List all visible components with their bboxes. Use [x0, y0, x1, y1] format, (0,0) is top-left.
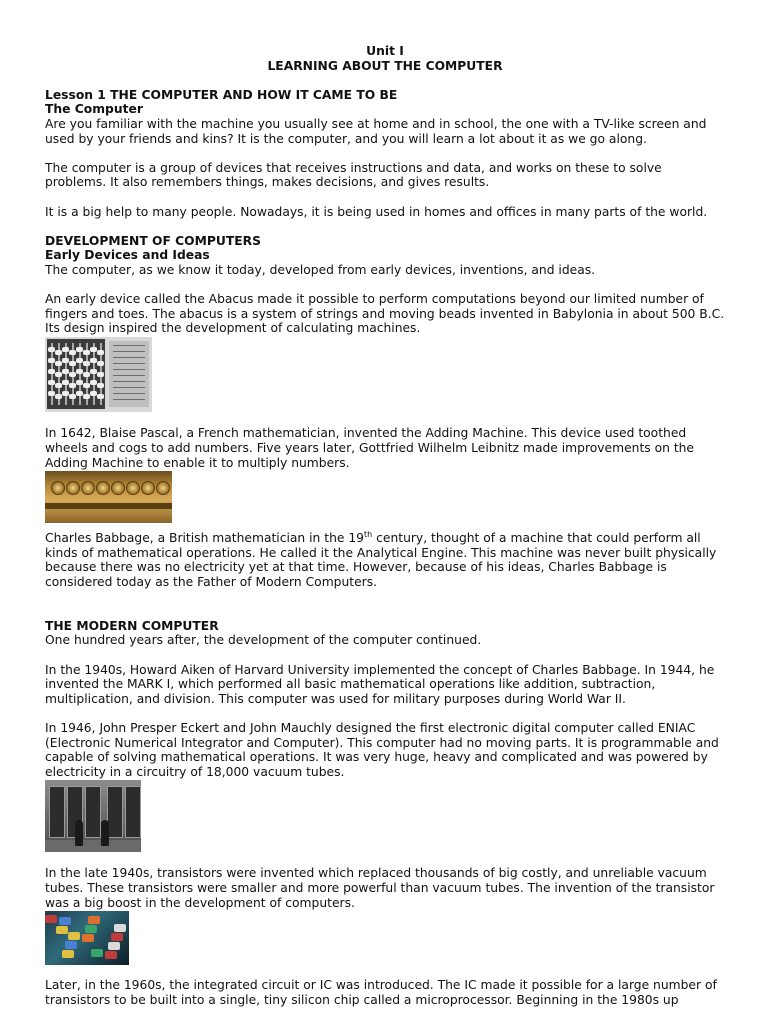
paragraph-abacus: An early device called the Abacus made it possible to perform computations beyond our limited number of fingers and toes. The abacus is a system of strings and moving beads invented in Babylonia in about 500 B.C. Its design inspired the development of calculating machines. [45, 292, 725, 336]
unit-label: Unit I [366, 44, 404, 58]
early-devices-heading: Early Devices and Ideas [45, 248, 210, 263]
paragraph-babbage: Charles Babbage, a British mathematician in the 19th century, thought of a machine that could perform all kinds of mathematical operations. He called it the Analytical Engine. This machine was never built physically because there was no electricity yet at that time. However, because of his ideas, Charles Babbage is considered today as the Father of Modern Computers. [45, 530, 717, 590]
paragraph-help: It is a big help to many people. Nowadays, it is being used in homes and offices in many parts of the world. [45, 204, 708, 219]
paragraph-eniac: In 1946, John Presper Eckert and John Mauchly designed the first electronic digital computer called ENIAC (Electronic Numerical Integrator and Computer). This computer had no moving parts. It is programmable and capable of solving mathematical operations. It was very huge, heavy and complicated and was powered by electricity in a circuitry of 18,000 vacuum tubes. [45, 720, 719, 779]
paragraph-pascal: In 1642, Blaise Pascal, a French mathematician, invented the Adding Machine. This device used toothed wheels and cogs to add numbers. Five years later, Gottfried Wilhelm Leibnitz made improvements on the Adding Machine to enable it to multiply numbers. [45, 426, 695, 470]
adding-machine-image [45, 471, 172, 523]
lesson-title: Lesson 1 THE COMPUTER AND HOW IT CAME TO BE [45, 87, 398, 102]
transistor-image [45, 911, 129, 965]
paragraph-hundred-years: One hundred years after, the development of the computer continued. [45, 633, 482, 648]
modern-heading: THE MODERN COMPUTER [45, 618, 219, 633]
lesson-subtitle: The Computer [45, 102, 143, 117]
paragraph-familiar: Are you familiar with the machine you usually see at home and in school, the one with a TV-like screen and used by your friends and kins? It is the computer, and you will learn a lot about it as we go along. [45, 116, 707, 146]
paragraph-definition: The computer is a group of devices that receives instructions and data, and works on these to solve problems. It also remembers things, makes decisions, and gives results. [45, 160, 662, 190]
paragraph-integrated-circuit: Later, in the 1960s, the integrated circuit or IC was introduced. The IC made it possible for a large number of transistors to be built into a single, tiny silicon chip called a microprocessor. Beginning in the 1980s up [45, 978, 717, 1007]
abacus-image [45, 337, 152, 412]
development-heading: DEVELOPMENT OF COMPUTERS [45, 233, 261, 248]
eniac-image [45, 780, 141, 852]
paragraph-early: The computer, as we know it today, developed from early devices, inventions, and ideas. [45, 262, 596, 277]
paragraph-transistor: In the late 1940s, transistors were invented which replaced thousands of big costly, and unreliable vacuum tubes. These transistors were smaller and more powerful than vacuum tubes. The invention of the transistor was a big boost in the development of computers. [45, 866, 715, 910]
paragraph-mark-i: In the 1940s, Howard Aiken of Harvard University implemented the concept of Charles Babbage. In 1944, he invented the MARK I, which performed all basic mathematical operations like addition, subtraction, multiplication, and division. This computer was used for military purposes during World War II. [45, 662, 715, 706]
document-page [45, 44, 725, 1007]
unit-title: LEARNING ABOUT THE COMPUTER [267, 58, 503, 73]
